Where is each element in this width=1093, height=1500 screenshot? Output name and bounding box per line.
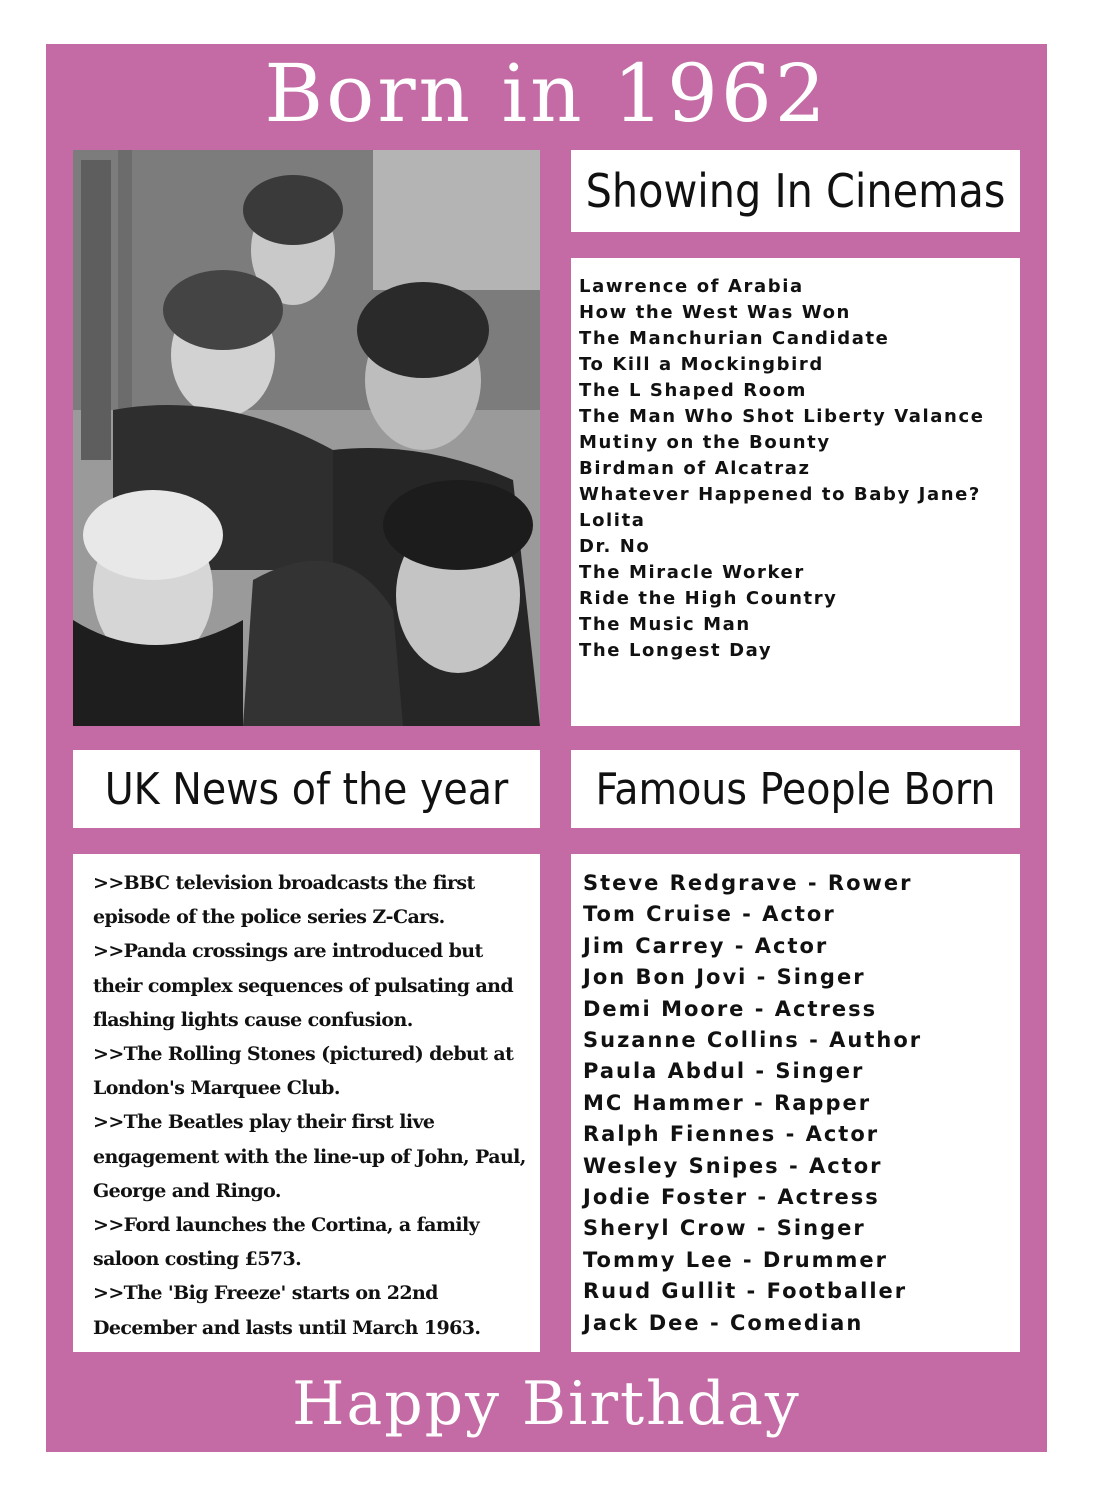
list-item: Ruud Gullit - Footballer	[583, 1279, 908, 1304]
cinemas-header-text: Showing In Cinemas	[585, 164, 1006, 218]
list-item: Suzanne Collins - Author	[583, 1028, 923, 1053]
list-item: Lawrence of Arabia	[579, 276, 804, 297]
people-header-text: Famous People Born	[595, 763, 996, 815]
band-photo	[73, 150, 540, 726]
list-item: Tom Cruise - Actor	[583, 902, 836, 927]
list-item: Ride the High Country	[579, 588, 838, 609]
list-item: MC Hammer - Rapper	[583, 1090, 872, 1115]
list-item: The Manchurian Candidate	[579, 328, 890, 349]
band-photo-image	[73, 150, 540, 726]
birthday-card	[46, 44, 1047, 1452]
news-panel	[73, 854, 540, 1352]
list-item: The Longest Day	[579, 640, 773, 661]
card-footer: Happy Birthday	[292, 1369, 801, 1439]
list-item: Jon Bon Jovi - Singer	[583, 965, 866, 990]
list-item: To Kill a Mockingbird	[579, 354, 824, 375]
list-item: Lolita	[579, 510, 646, 531]
news-item: >>Panda crossings are introduced but their complex sequences of pulsating and flashing lights cause confusion.	[93, 940, 514, 1031]
people-header	[571, 750, 1020, 828]
list-item: Wesley Snipes - Actor	[583, 1153, 883, 1178]
news-item: >>BBC television broadcasts the first episode of the police series Z-Cars.	[93, 872, 475, 929]
list-item: The L Shaped Room	[579, 380, 808, 401]
list-item: Mutiny on the Bounty	[579, 432, 831, 453]
news-item: >>The Rolling Stones (pictured) debut at London's Marquee Club.	[93, 1043, 514, 1100]
list-item: Tommy Lee - Drummer	[583, 1247, 889, 1272]
card-title: Born in 1962	[264, 47, 829, 140]
list-item: Paula Abdul - Singer	[583, 1059, 865, 1084]
list-item: Jim Carrey - Actor	[583, 933, 829, 958]
news-header	[73, 750, 540, 828]
news-header-text: UK News of the year	[104, 763, 509, 815]
list-item: Jodie Foster - Actress	[583, 1185, 880, 1210]
films-panel	[571, 258, 1020, 726]
list-item: The Man Who Shot Liberty Valance	[579, 406, 985, 427]
news-item: >>Ford launches the Cortina, a family saloon costing £573.	[93, 1214, 480, 1271]
list-item: Birdman of Alcatraz	[579, 458, 811, 479]
cinemas-header	[571, 150, 1020, 232]
news-item: >>The 'Big Freeze' starts on 22nd December and lasts until March 1963.	[93, 1282, 481, 1339]
list-item: Steve Redgrave - Rower	[583, 871, 913, 895]
list-item: Ralph Fiennes - Actor	[583, 1122, 880, 1147]
list-item: Sheryl Crow - Singer	[583, 1216, 866, 1241]
list-item: Demi Moore - Actress	[583, 996, 878, 1021]
list-item: How the West Was Won	[579, 302, 851, 323]
people-panel	[571, 854, 1020, 1352]
list-item: Jack Dee - Comedian	[583, 1310, 864, 1335]
list-item: The Music Man	[579, 614, 751, 635]
news-item: >>The Beatles play their first live engagement with the line-up of John, Paul, George and Ringo.	[93, 1111, 526, 1202]
list-item: Whatever Happened to Baby Jane?	[579, 484, 981, 505]
list-item: The Miracle Worker	[579, 562, 805, 583]
list-item: Dr. No	[579, 536, 651, 557]
